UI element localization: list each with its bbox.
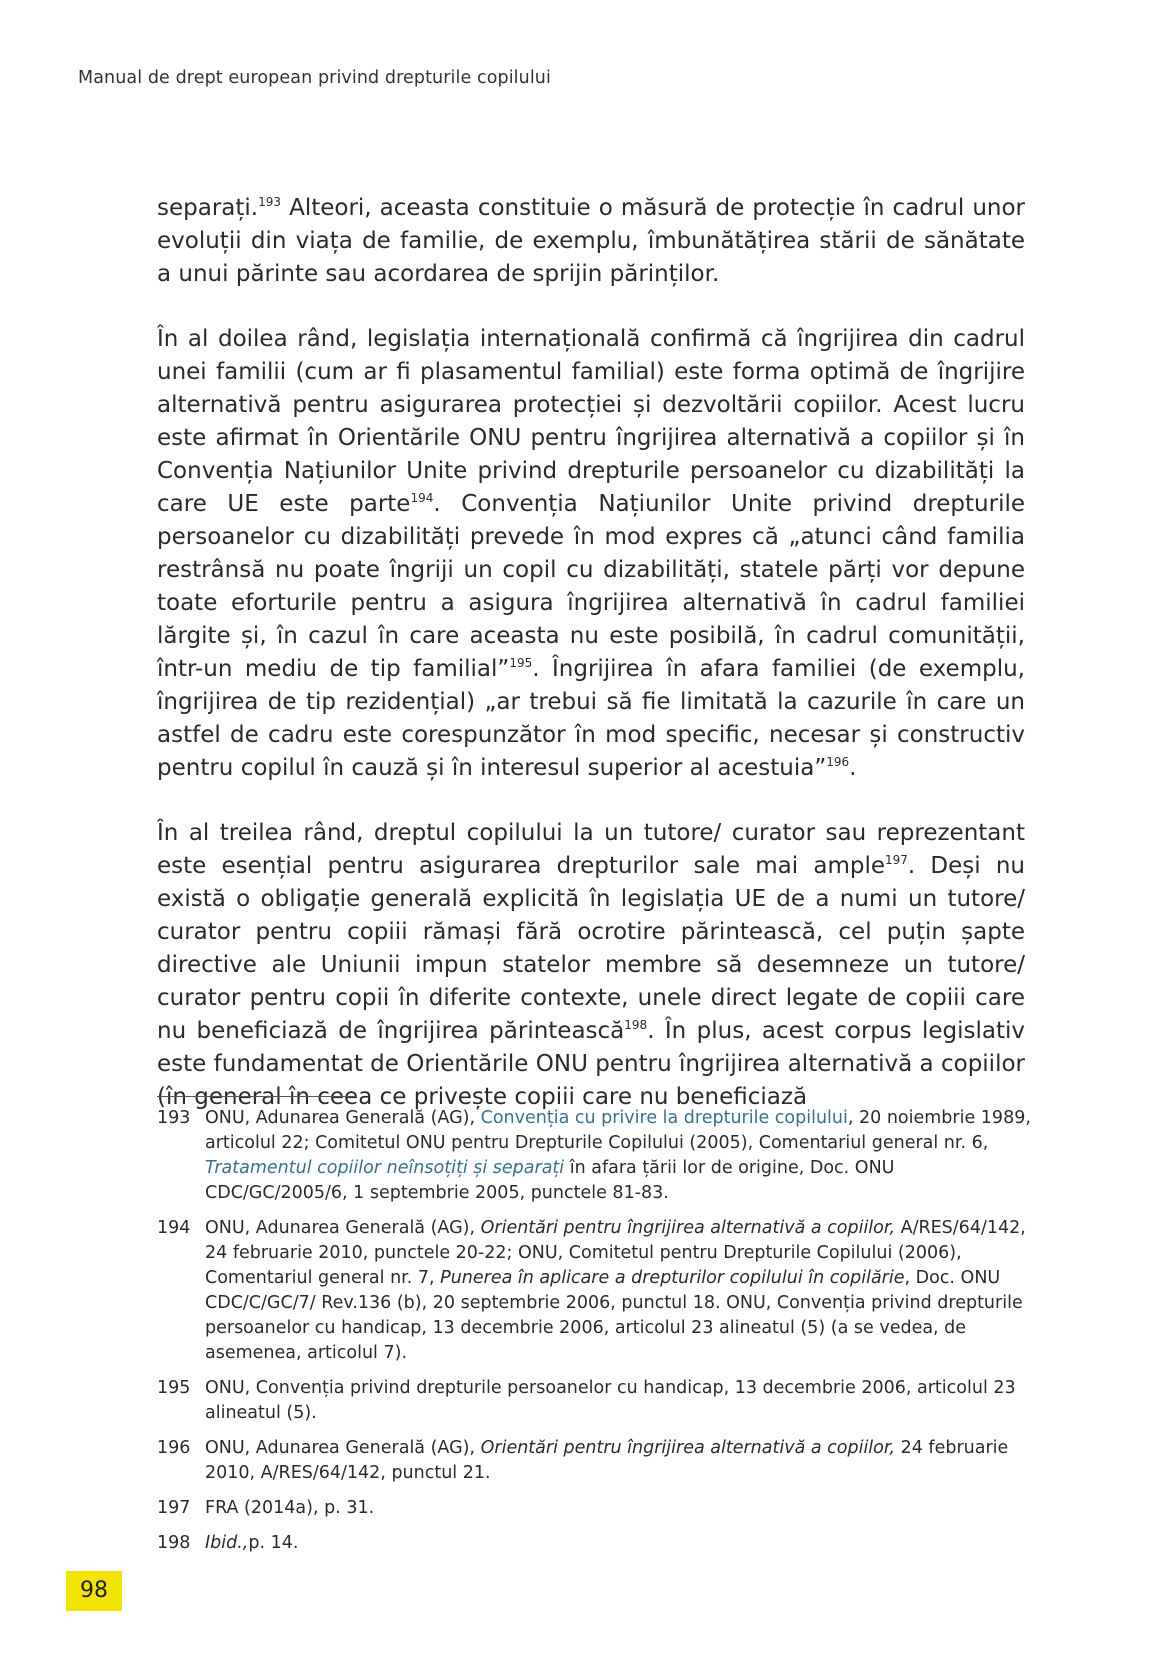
footnote-text (205, 1106, 1037, 1206)
footnote-ref-194[interactable]: 194 (410, 491, 434, 505)
footnote-number: 197 (157, 1498, 191, 1518)
footnote-text (205, 1216, 1037, 1366)
footnote-separator (157, 1096, 357, 1097)
text-run: . În plus, acest corpus legislativ este fundamentat de Orientările ONU pentru îngrijirea alternativă a copiilor (în general în ceea ce privește copiii care nu beneficiază (157, 1018, 1025, 1110)
text-run: ONU, Adunarea Generală (AG), (205, 1218, 481, 1238)
text-run: . Deși nu există o obligație generală explicită în legislația UE de a numi un tutore/ curator pentru copiii rămași fără ocrotire părintească, cel puțin șapte directive ale Uniunii impun statelor membre să desemneze un tutore/ curator pentru copii în diferite contexte, unele direct legate de copiii care nu beneficiază de îngrijirea părintească (157, 853, 1025, 1044)
footnote-number: 198 (157, 1533, 191, 1553)
footnote-195 (157, 1376, 1037, 1426)
footnote-194 (157, 1216, 1037, 1366)
body-text (157, 192, 1025, 1146)
footnote-ref-196[interactable]: 196 (826, 755, 850, 769)
footnote-number: 196 (157, 1438, 191, 1458)
paragraph-2 (157, 323, 1025, 785)
footnote-text (205, 1436, 1037, 1486)
text-run: p. 14. (248, 1533, 299, 1553)
text-run: . Convenția Națiunilor Unite privind drepturile persoanelor cu dizabilități prevede în mod expres că „atunci când familia restrânsă nu poate îngriji un copil cu dizabilități, statele părți vor depune toate eforturile pentru a asigura îngrijirea alternativă în cadrul familiei lărgite și, în cazul în care aceasta nu este posibilă, în cadrul comunității, într-un mediu de tip familial” (157, 491, 1025, 682)
text-run: , 20 noiembrie 1989, articolul 22; Comitetul ONU pentru Drepturile Copilului (2005), Comentariul general nr. 6, (205, 1108, 1031, 1153)
italic-title: Orientări pentru îngrijirea alternativă a copiilor, (480, 1438, 896, 1458)
convention-link[interactable]: Convenția cu privire la drepturile copilului (480, 1108, 848, 1128)
footnote-text: FRA (2014a), p. 31. (205, 1498, 375, 1518)
page-number: 98 (66, 1571, 122, 1611)
footnote-ref-198[interactable]: 198 (624, 1018, 648, 1032)
footnote-197 (157, 1496, 1037, 1521)
text-run: În al treilea rând, dreptul copilului la un tutore/ curator sau reprezentant este esențial pentru asigurarea drepturilor sale mai ample (157, 820, 1025, 879)
text-run: . (849, 755, 857, 781)
text-run: Alteori, aceasta constituie o măsură de protecție în cadrul unor evoluții din viața de familie, de exemplu, îmbunătățirea stării de sănătate a unui părinte sau acordarea de sprijin părinților. (157, 195, 1025, 287)
footnote-ref-197[interactable]: 197 (885, 853, 908, 867)
text-run: . Îngrijirea în afara familiei (de exemplu, îngrijirea de tip rezidențial) „ar trebui să fie limitată la cazurile în care un astfel de cadru este corespunzător în mod specific, necesar și constructiv pentru copilul în cauză și în interesul superior al acestuia” (157, 656, 1025, 781)
italic-title: Ibid., (205, 1533, 249, 1553)
footnote-number: 193 (157, 1108, 191, 1128)
text-run: A/RES/64/142, 24 februarie 2010, punctele 20-22; ONU, Comitetul pentru Drepturile Copilului (2006), Comentariul general nr. 7, (205, 1218, 1026, 1288)
text-run: în afara țării lor de origine, Doc. ONU CDC/GC/2005/6, 1 septembrie 2005, punctele 81-83. (205, 1158, 895, 1203)
footnotes (157, 1106, 1037, 1566)
text-run: 24 februarie 2010, A/RES/64/142, punctul 21. (205, 1438, 1009, 1483)
footnote-number: 194 (157, 1218, 191, 1238)
text-run: , Doc. ONU CDC/C/GC/7/ Rev.136 (b), 20 septembrie 2006, punctul 18. ONU, Convenția privind drepturile persoanelor cu handicap, 13 decembrie 2006, articolul 23 alineatul (5) (a se vedea, de asemenea, articolul 7). (205, 1268, 1023, 1363)
paragraph-1 (157, 192, 1025, 291)
footnote-text: ONU, Convenția privind drepturile persoanelor cu handicap, 13 decembrie 2006, articolul 23 alineatul (5). (205, 1378, 1016, 1423)
footnote-number: 195 (157, 1378, 191, 1398)
italic-title: Punerea în aplicare a drepturilor copilului în copilărie (440, 1268, 905, 1288)
text-run: ONU, Adunarea Generală (AG), (205, 1108, 481, 1128)
text-run: separați. (157, 195, 259, 221)
footnote-198 (157, 1531, 1037, 1556)
footnote-ref-193[interactable]: 193 (258, 195, 282, 209)
footnote-196 (157, 1436, 1037, 1486)
running-header: Manual de drept european privind drepturile copilului (78, 68, 551, 88)
text-run: ONU, Adunarea Generală (AG), (205, 1438, 481, 1458)
text-run: În al doilea rând, legislația internațională confirmă că îngrijirea din cadrul unei familii (cum ar fi plasamentul familial) este forma optimă de îngrijire alternativă pentru asigurarea protecției și dezvoltării copiilor. Acest lucru este afirmat în Orientările ONU pentru îngrijirea alternativă a copiilor și în Convenția Națiunilor Unite privind drepturile persoanelor cu dizabilități la care UE este parte (157, 326, 1025, 517)
footnote-text (205, 1531, 1037, 1556)
footnote-ref-195[interactable]: 195 (509, 656, 533, 670)
paragraph-3 (157, 817, 1025, 1114)
italic-title: Orientări pentru îngrijirea alternativă a copiilor, (480, 1218, 896, 1238)
footnote-193 (157, 1106, 1037, 1206)
general-comment-6-link[interactable]: Tratamentul copiilor neînsoțiți și separați (205, 1158, 565, 1178)
